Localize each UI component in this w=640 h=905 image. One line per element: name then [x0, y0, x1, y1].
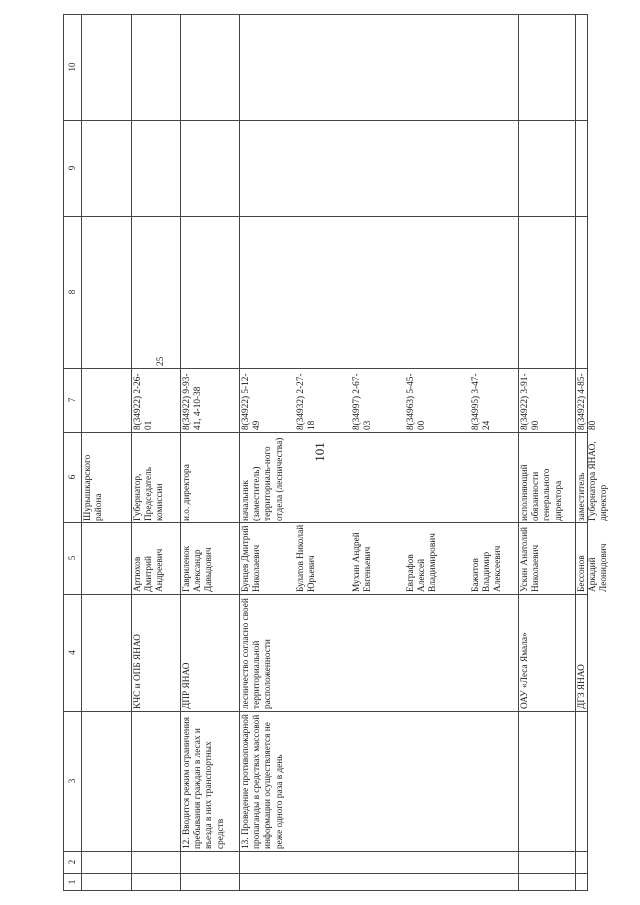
table-cell: 8(34995) 3-47-24 — [470, 372, 492, 430]
col-header-7: 7 — [66, 397, 77, 402]
table-cell: 25 — [155, 356, 166, 366]
row-divider — [180, 14, 181, 891]
table-cell: 8(34922) 5-12-49 — [240, 372, 262, 430]
table-cell: Бажитов Владимир Алексеевич — [470, 545, 503, 592]
table-cell: Губернатор, Председатель комиссии — [132, 466, 165, 521]
row-divider — [131, 14, 132, 891]
col-header-1: 1 — [66, 879, 77, 884]
table-cell: 8(34997) 2-67-03 — [351, 372, 373, 430]
col-1 — [63, 873, 588, 891]
data-table — [63, 14, 609, 891]
col-8 — [63, 216, 588, 368]
col-9 — [63, 120, 588, 216]
table-cell: ОАУ «Леса Ямала» — [519, 631, 530, 709]
table-cell: КЧС и ОПБ ЯНАО — [132, 633, 143, 709]
page-number-text: 101 — [312, 442, 327, 462]
table-cell: Бессонов Аркадий Леонидович — [576, 543, 609, 592]
table-cell: 8(34922) 3-91-90 — [519, 372, 541, 430]
col-header-3: 3 — [66, 778, 77, 783]
table-cell: Евграфов Алексей Владимирович — [405, 532, 438, 592]
table-cell: 8(34922) 2-26-01 — [132, 372, 154, 430]
table-cell: 8(34922) 4-85-80 — [576, 372, 598, 430]
col-header-10: 10 — [66, 62, 77, 71]
table-cell: Шурышкарского района — [82, 454, 104, 521]
col-10 — [63, 14, 588, 120]
table-cell: Гавриленок Александр Давыдович — [181, 545, 214, 592]
table-cell: заместитель Губернатора ЯНАО, директор — [576, 440, 609, 521]
table-cell: начальник (заместитель) территориаль-ного отдела (лесничества) — [240, 437, 285, 521]
table-cell: и.о. директора — [181, 463, 192, 521]
col-3 — [63, 711, 588, 851]
table-cell — [577, 435, 582, 521]
table-cell — [582, 435, 587, 521]
col-header-5: 5 — [66, 555, 77, 560]
table-cell: 8(34932) 2-27-18 — [295, 372, 317, 430]
row-divider — [518, 14, 519, 891]
table-cell: Мухин Андрей Евгеньевич — [351, 531, 373, 592]
row-divider — [575, 14, 576, 891]
row-divider — [239, 14, 240, 891]
col-2 — [63, 851, 588, 873]
table-cell: 12. Вводится режим ограничения пребывания граждан в лесах и въезда в них транспортных средств — [181, 716, 226, 849]
table-cell: исполняющий обязанности генерального директора — [519, 463, 564, 521]
table-cell — [582, 597, 587, 709]
table-cell: Ускин Анатолий Николаевич — [519, 526, 541, 592]
table-cell: Артюхов Дмитрий Андреевич — [132, 548, 165, 592]
table-cell — [577, 370, 582, 430]
table-cell: лесничество согласно своей территориальной расположенности — [240, 597, 273, 709]
table-cell — [582, 370, 587, 430]
table-cell: ДПР ЯНАО — [181, 662, 192, 709]
table-cell: Бунцев Дмитрий Николаевич — [240, 524, 262, 592]
table-cell — [577, 597, 582, 709]
col-header-9: 9 — [66, 165, 77, 170]
col-header-4: 4 — [66, 649, 77, 655]
col-header-6: 6 — [66, 474, 77, 479]
table-cell: Булатов Николай Юрьевич — [295, 524, 317, 592]
col-header-8: 8 — [66, 289, 77, 294]
table-cell — [582, 524, 587, 592]
table-cell: 13. Проведение противопожарной пропаганды в средствах массовой информации осуществляется не реже одного раза в день — [240, 713, 285, 849]
table-cell: 8(34922) 9-93-41, 4-10-38 — [181, 372, 203, 430]
table-cell: 8(34963) 5-45-00 — [405, 372, 427, 430]
table-cell: ДГЗ ЯНАО — [576, 663, 587, 709]
table-cell — [577, 524, 582, 592]
col-header-2: 2 — [66, 859, 77, 864]
